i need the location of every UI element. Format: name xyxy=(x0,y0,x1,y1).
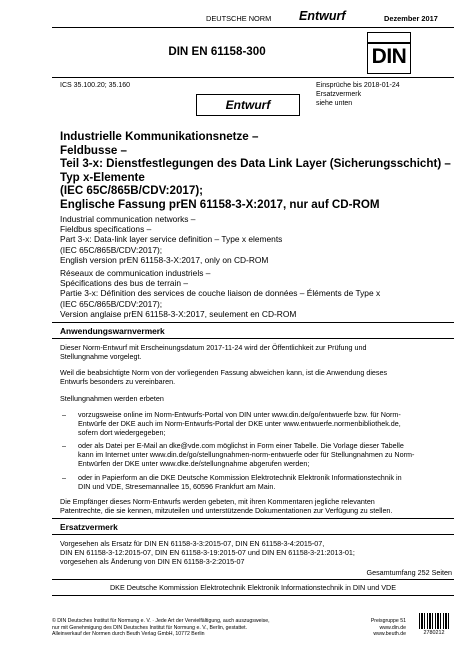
title-en-line-3: Part 3-x: Data-link layer service definition – Type x elements xyxy=(60,234,283,245)
objection-line-2: Ersatzvermerk xyxy=(316,91,362,98)
standard-rule xyxy=(52,77,454,78)
replacement-text: Vorgesehen als Ersatz für DIN EN 61158-3-3:2015-07, DIN EN 61158-3-4:2015-07, DIN EN 61158-3-12:2015-07, DIN EN 61158-3-19:2015-07 und DIN EN 61158-3-21:2013-01; vorgesehen als Änderung von DIN EN 61158-3-2:2015-07 xyxy=(60,539,355,567)
bullet-dash-2: – xyxy=(62,441,66,450)
title-fr-line-5: Version anglaise prEN 61158-3-X:2017, seulement en CD-ROM xyxy=(60,308,297,319)
title-fr-line-2: Spécifications des bus de terrain – xyxy=(60,278,189,289)
title-de-line-5: (IEC 65C/865B/CDV:2017); xyxy=(60,184,204,198)
title-rule xyxy=(52,322,454,323)
bullet-dash-1: – xyxy=(62,410,66,419)
bullet-dash-3: – xyxy=(62,473,66,482)
warning-rule xyxy=(52,518,454,519)
header-rule xyxy=(52,27,454,28)
issue-date: Dezember 2017 xyxy=(384,14,438,23)
din-logo xyxy=(367,32,411,74)
title-de-line-6: Englische Fassung prEN 61158-3-X:2017, nur auf CD-ROM xyxy=(60,197,380,211)
title-de-line-1: Industrielle Kommunikationsnetze – xyxy=(60,130,259,143)
norm-type-label: DEUTSCHE NORM xyxy=(206,14,272,23)
document-id: 2780212 xyxy=(423,630,445,636)
warning-heading: Anwendungswarnvermerk xyxy=(60,326,165,336)
title-en-line-2: Fieldbus specifications – xyxy=(60,224,152,235)
copyright-notice: © DIN Deutsches Institut für Normung e. V. · Jede Art der Vervielfältigung, auch auszugsweise, nur mit Genehmigung des DIN Deutsches Institut für Normung e. V., Berlin, gestattet. Alleinverkauf der Normen durch Beuth Verlag GmbH, 10772 Berlin xyxy=(52,618,270,638)
issuing-committee: DKE Deutsche Kommission Elektrotechnik Elektronik Informationstechnik in DIN und VDE xyxy=(109,583,397,592)
title-de-line-2: Feldbusse – xyxy=(60,143,128,157)
price-group: Preisgruppe 51 www.din.de www.beuth.de xyxy=(370,618,406,638)
title-en-line-1: Industrial communication networks – xyxy=(60,214,196,224)
objection-line-1: Einsprüche bis 2018-01-24 xyxy=(316,82,400,89)
standard-number: DIN EN 61158-300 xyxy=(168,45,266,58)
comment-option-online: vorzugsweise online im Norm-Entwurfs-Portal von DIN unter www.din.de/go/entwuerfe bzw. für Norm- Entwürfe der DKE auch im Norm-Entwurfs-Portal der DKE unter www.entwuerfe.normenbibliothek.de, sofern dort wiedergegeben; xyxy=(78,410,401,438)
title-de-line-3: Teil 3-x: Dienstfestlegungen des Data Link Layer (Sicherungsschicht) – xyxy=(60,157,451,171)
draft-box xyxy=(196,94,300,116)
title-de-line-4: Typ x-Elemente xyxy=(60,170,145,184)
din-logo-text: DIN xyxy=(371,45,407,68)
issuer-rule xyxy=(52,595,454,596)
objection-line-3: siehe unten xyxy=(316,100,353,107)
title-french xyxy=(60,268,455,319)
warning-paragraph-1: Dieser Norm-Entwurf mit Erscheinungsdatum 2017-11-24 wird der Öffentlichkeit zur Prüfung und Stellungnahme vorgelegt. xyxy=(60,343,367,362)
din-logo-bar xyxy=(368,42,410,44)
total-pages: Gesamtumfang 252 Seiten xyxy=(366,568,452,577)
title-german xyxy=(60,130,455,212)
comment-option-email: oder als Datei per E-Mail an dke@vde.com möglichst in Form einer Tabelle. Die Vorlage dieser Tabelle kann im Internet unter www.din.de/go/stellungnahmen-norm-entwuerfe oder für Stellungnahmen zu Norm- Entwürfen der DKE unter www.dke.de/stellungnahme abgerufen werden; xyxy=(78,441,415,469)
warning-heading-rule xyxy=(52,338,454,339)
title-fr-line-1: Réseaux de communication industriels – xyxy=(60,268,211,278)
title-en-line-5: English version prEN 61158-3-X:2017, only on CD-ROM xyxy=(60,254,269,265)
ics-code: ICS 35.100.20; 35.160 xyxy=(60,82,131,89)
comment-option-paper: oder in Papierform an die DKE Deutsche Kommission Elektrotechnik Elektronik Informationstechnik in DIN und VDE, Stresemannallee 15, 60596 Frankfurt am Main. xyxy=(78,473,402,492)
warning-paragraph-3: Stellungnahmen werden erbeten xyxy=(60,394,164,403)
replacement-heading: Ersatzvermerk xyxy=(60,522,118,532)
title-english xyxy=(60,214,455,265)
patent-notice: Die Empfänger dieses Norm-Entwurfs werden gebeten, mit ihren Kommentaren jegliche relevanten Patentrechte, die sie kennen, mitzuteilen und unterstützende Dokumentationen zur Verfügung zu stellen. xyxy=(60,497,393,516)
replacement-rule xyxy=(52,579,454,580)
title-fr-line-3: Partie 3-x: Définition des services de couche liaison de données – Éléments de Type x xyxy=(60,288,381,299)
draft-label: Entwurf xyxy=(299,9,346,23)
objection-deadline xyxy=(316,81,400,108)
title-fr-line-4: (IEC 65C/865B/CDV:2017); xyxy=(60,298,163,309)
replacement-heading-rule xyxy=(52,534,454,535)
title-en-line-4: (IEC 65C/865B/CDV:2017); xyxy=(60,244,163,255)
barcode xyxy=(419,613,449,629)
draft-box-label: Entwurf xyxy=(225,98,271,112)
warning-paragraph-2: Weil die beabsichtigte Norm von der vorliegenden Fassung abweichen kann, ist die Anwendung dieses Entwurfs besonders zu vereinbaren. xyxy=(60,368,388,387)
